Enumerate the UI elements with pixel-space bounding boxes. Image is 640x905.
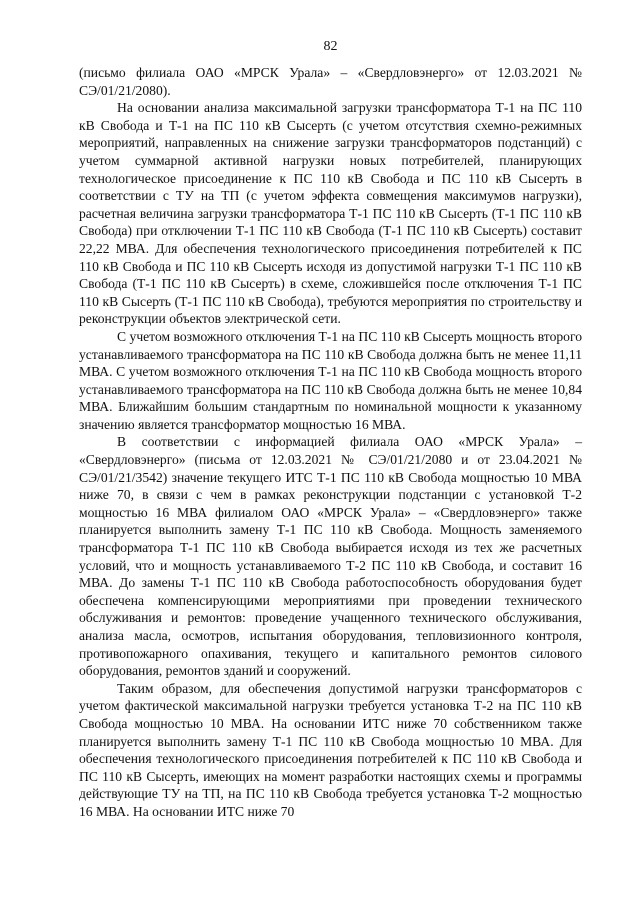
paragraph-load-analysis: На основании анализа максимальной загрузки трансформатора Т-1 на ПС 110 кВ Свобода и Т-1 на ПС 110 кВ Сысерть (с учетом отсутствия схемно-режимных мероприятий, направленных на снижение загрузки трансформаторов подстанций) с учетом суммарной активной нагрузки новых потребителей, планирующих технологическое присоединение к ПС 110 кВ Свобода и ПС 110 кВ Сысерть в соответствии с ТУ на ТП (с учетом эффекта совмещения максимумов нагрузки), расчетная величина загрузки трансформатора Т-1 ПС 110 кВ Сысерть (Т-1 ПС 110 кВ Свобода) при отключении Т-1 ПС 110 кВ Свобода (Т-1 ПС 110 кВ Сысерть) составит 22,22 МВА. Для обеспечения технологического присоединения потребителей к ПС 110 кВ Свобода и ПС 110 кВ Сысерть исходя из допустимой нагрузки Т-1 ПС 110 кВ Свобода (Т-1 ПС 110 кВ Сысерть) в схеме, сложившейся после отключения Т-1 ПС 110 кВ Сысерть (Т-1 ПС 110 кВ Свобода), требуются мероприятия по строительству и реконструкции объектов электрической сети. — [79, 100, 582, 327]
paragraph-letter-reference: (письмо филиала ОАО «МРСК Урала» – «Свердловэнерго» от 12.03.2021 № СЭ/01/21/2080). — [79, 65, 582, 98]
paragraph-conclusion: Таким образом, для обеспечения допустимой нагрузки трансформаторов с учетом фактической максимальной нагрузки требуется установка Т-2 на ПС 110 кВ Свобода мощностью 10 МВА. На основании ИТС ниже 70 собственником также планируется выполнить замену Т-1 ПС 110 кВ Свобода мощностью 10 МВА. Для обеспечения технологического присоединения потребителей к ПС 110 кВ Свобода и ПС 110 кВ Сысерть, имеющих на момент разработки настоящих схемы и программы действующие ТУ на ТП, на ПС 110 кВ Свобода требуется установка Т-2 мощностью 16 МВА. На основании ИТС ниже 70 — [79, 680, 582, 819]
paragraph-second-transformer-capacity: С учетом возможного отключения Т-1 на ПС 110 кВ Сысерть мощность второго устанавливаемого трансформатора на ПС 110 кВ Свобода должна быть не менее 11,11 МВА. С учетом возможного отключения Т-1 на ПС 110 кВ Свобода мощность второго устанавливаемого трансформатора на ПС 110 кВ Свобода должна быть не менее 10,84 МВА. Ближайшим большим стандартным по номинальной мощности к указанному значению является трансформатор мощностью 16 МВА. — [79, 328, 582, 432]
paragraph-its-replacement: В соответствии с информацией филиала ОАО «МРСК Урала» – «Свердловэнерго» (письма от 12.03.2021 № СЭ/01/21/2080 и от 23.04.2021 № СЭ/01/21/3542) значение текущего ИТС Т-1 ПС 110 кВ Свобода мощностью 10 МВА ниже 70, в связи с чем в рамках реконструкции подстанции с установкой Т-2 мощностью 16 МВА филиалом ОАО «МРСК Урала» – «Свердловэнерго» также планируется выполнить замену Т-1 ПС 110 кВ Свобода. Мощность заменяемого трансформатора Т-1 ПС 110 кВ Свобода выбирается исходя из тех же расчетных условий, что и мощность устанавливаемого Т-2 ПС 110 кВ Свобода, и составит 16 МВА. До замены Т-1 ПС 110 кВ Свобода работоспособность оборудования будет обеспечена компенсирующими мероприятиями при проведении технического обслуживания и ремонтов: проведение учащенного технического обслуживания, анализа масла, осмотров, испытания оборудования, тепловизионного контроля, противопожарного опахивания, текущего и капитального ремонтов силового оборудования, ремонтов зданий и сооружений. — [79, 434, 582, 679]
page-number: 82 — [323, 39, 338, 54]
